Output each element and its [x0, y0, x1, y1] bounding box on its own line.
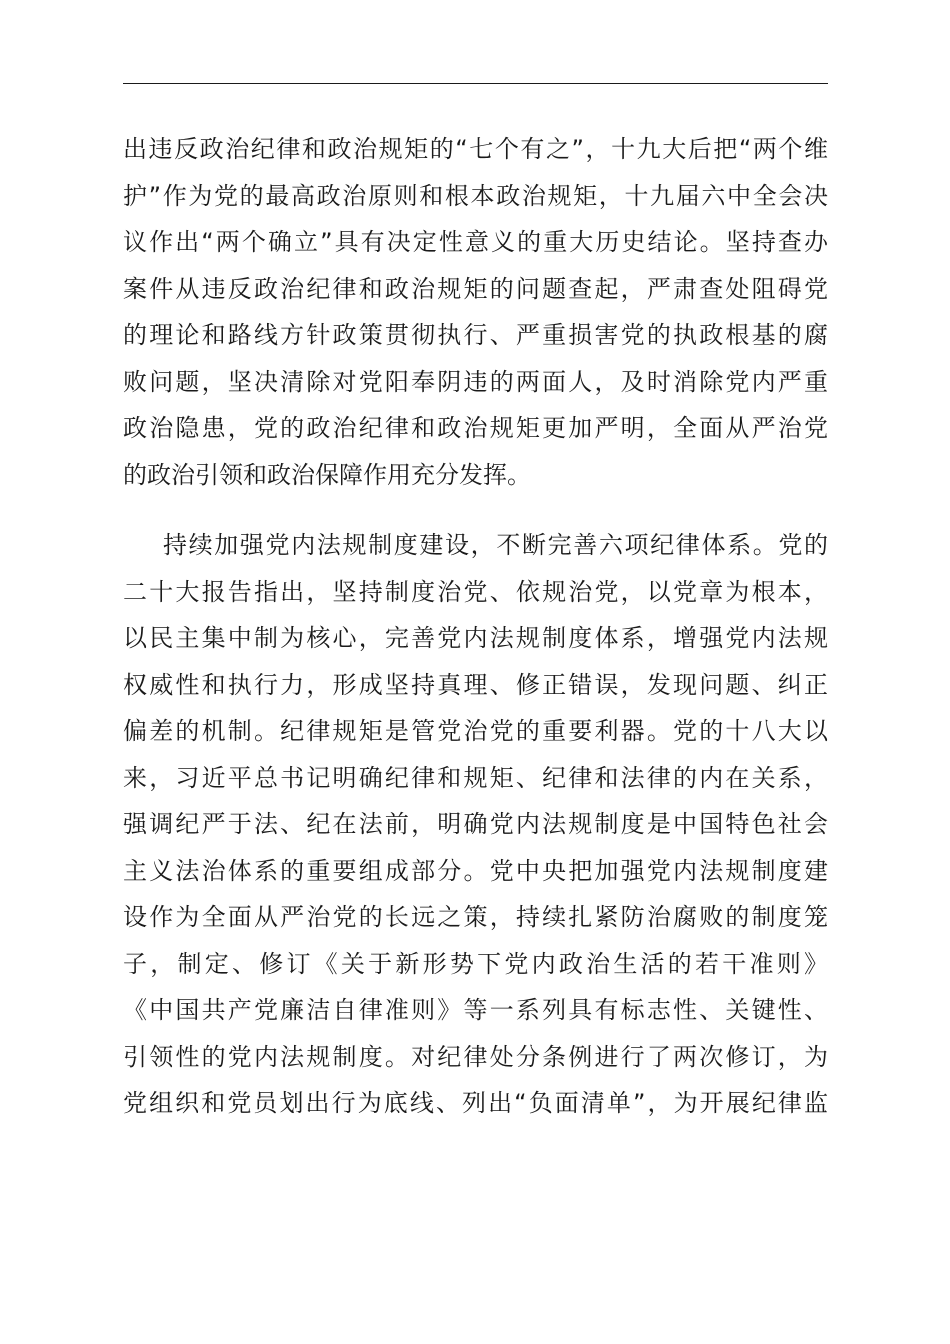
text-line: 出违反政治纪律和政治规矩的“七个有之”，十九大后把“两个维 [123, 135, 828, 163]
text-line: 《中国共产党廉洁自律准则》等一系列具有标志性、关键性、 [123, 996, 828, 1024]
text-line: 来，习近平总书记明确纪律和规矩、纪律和法律的内在关系， [123, 763, 828, 792]
text-line: 子，制定、修订《关于新形势下党内政治生活的若干准则》 [123, 949, 828, 978]
text-line: 二十大报告指出，坚持制度治党、依规治党，以党章为根本， [123, 577, 828, 606]
paragraph-spacer [123, 498, 828, 522]
paragraph-2 [123, 522, 828, 1127]
text-line: 引领性的党内法规制度。对纪律处分条例进行了两次修订，为 [123, 1042, 828, 1071]
text-line: 议作出“两个确立”具有决定性意义的重大历史结论。坚持查办 [123, 228, 828, 256]
header-rule [123, 83, 828, 84]
text-line: 强调纪严于法、纪在法前，明确党内法规制度是中国特色社会 [123, 810, 828, 838]
text-line: 持续加强党内法规制度建设，不断完善六项纪律体系。党的 [163, 531, 828, 559]
text-line: 主义法治体系的重要组成部分。党中央把加强党内法规制度建 [123, 856, 828, 885]
text-line: 党组织和党员划出行为底线、列出“负面清单”，为开展纪律监 [123, 1089, 828, 1117]
text-line: 以民主集中制为核心，完善党内法规制度体系，增强党内法规 [123, 624, 828, 652]
document-body [123, 126, 828, 1127]
text-line: 的政治引领和政治保障作用充分发挥。 [123, 460, 531, 489]
text-line: 的理论和路线方针政策贯彻执行、严重损害党的执政根基的腐 [123, 321, 828, 349]
text-line: 权威性和执行力，形成坚持真理、修正错误，发现问题、纠正 [123, 670, 828, 699]
paragraph-1 [123, 126, 828, 498]
text-line: 政治隐患，党的政治纪律和政治规矩更加严明，全面从严治党 [123, 414, 828, 442]
text-line: 护”作为党的最高政治原则和根本政治规矩，十九届六中全会决 [123, 181, 828, 210]
text-line: 偏差的机制。纪律规矩是管党治党的重要利器。党的十八大以 [123, 717, 828, 745]
text-line: 败问题，坚决清除对党阳奉阴违的两面人，及时消除党内严重 [123, 367, 828, 396]
text-line: 案件从违反政治纪律和政治规矩的问题查起，严肃查处阻碍党 [123, 274, 828, 303]
text-line: 设作为全面从严治党的长远之策，持续扎紧防治腐败的制度笼 [123, 903, 828, 931]
